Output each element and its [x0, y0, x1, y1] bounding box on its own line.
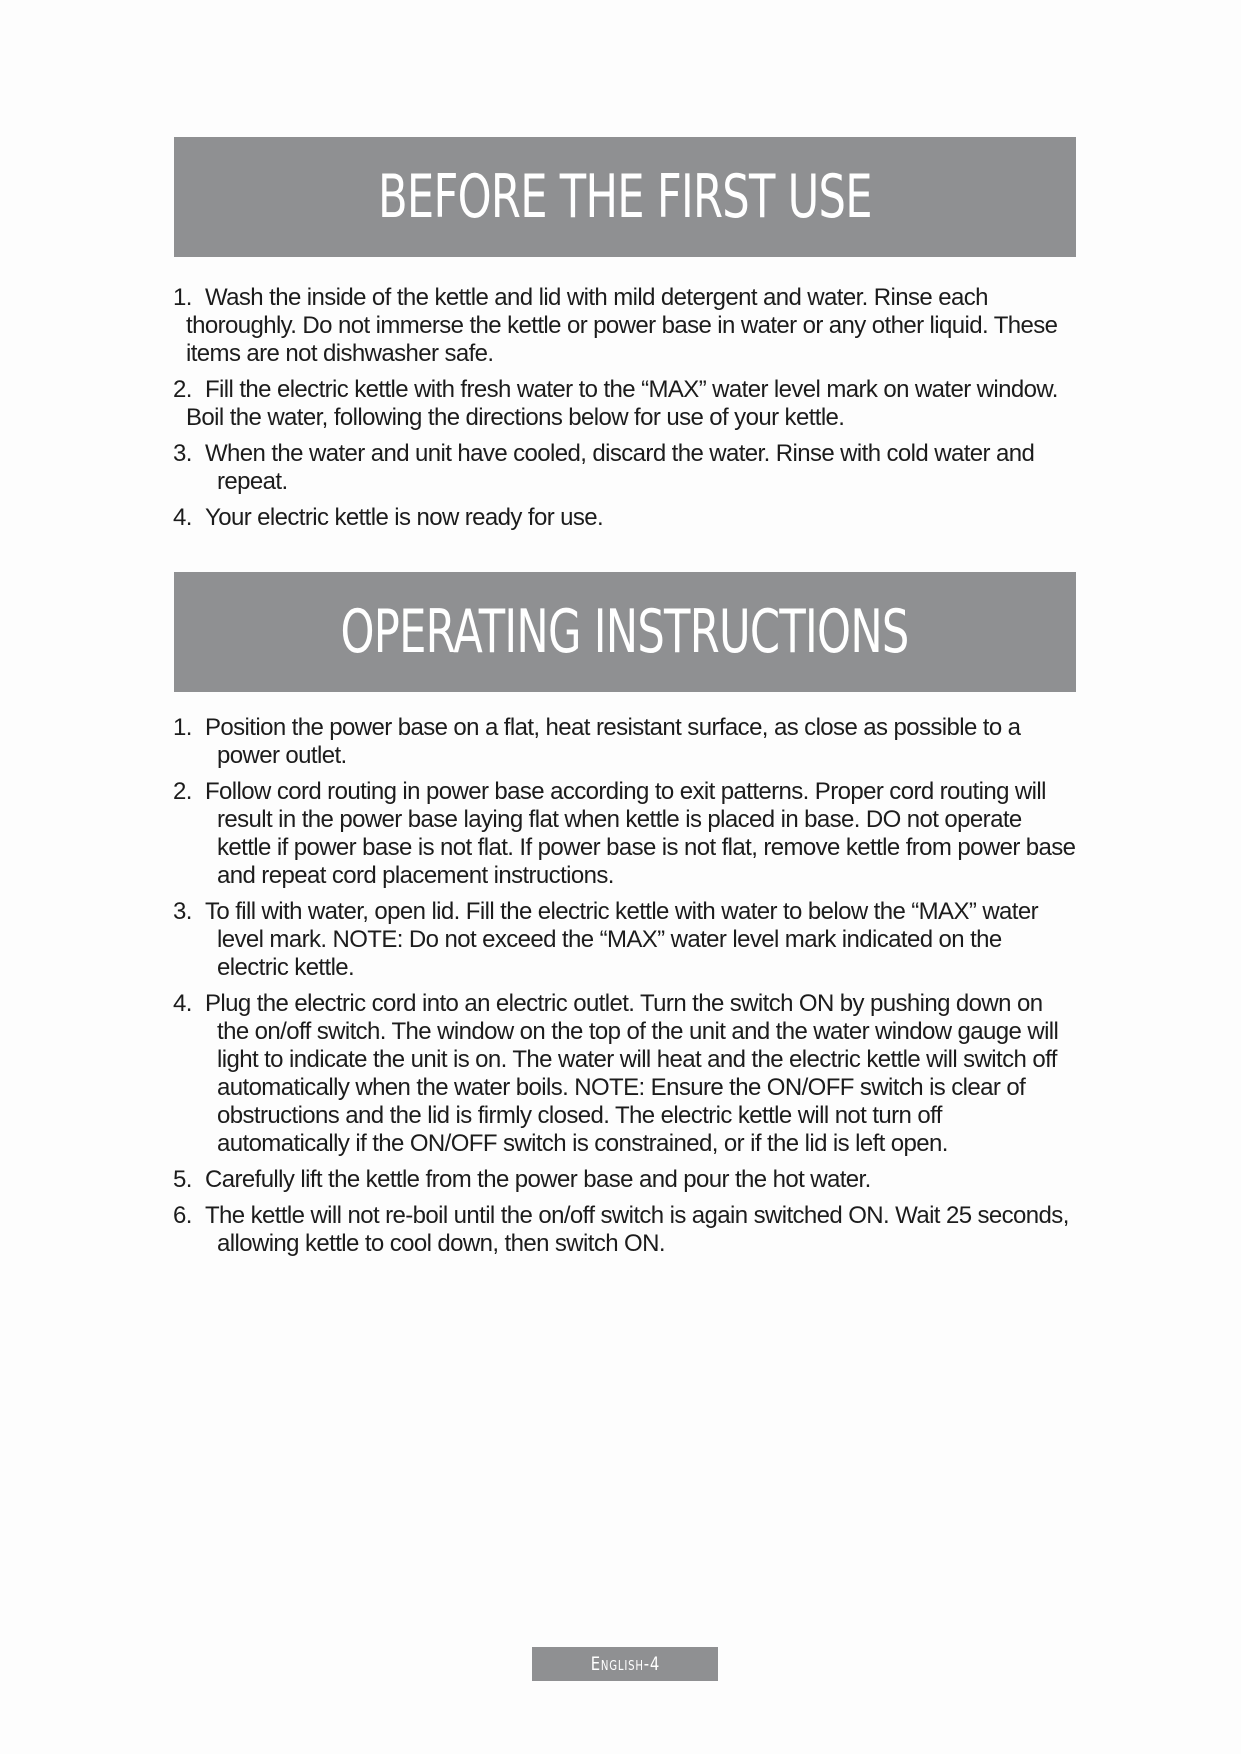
item-text: Fill the electric kettle with fresh water to the “MAX” water level mark on water window. Boil the water, following the directions below for use of your kettle.: [186, 376, 1058, 431]
item-number: 4.: [173, 504, 192, 531]
item-number: 6.: [173, 1202, 192, 1229]
item-number: 2.: [173, 778, 192, 805]
list-item: [173, 714, 1078, 770]
section-title: OPERATING INSTRUCTIONS: [340, 597, 910, 667]
before-first-use-list: [173, 284, 1078, 540]
list-item: [173, 778, 1078, 890]
item-text: Plug the electric cord into an electric outlet. Turn the switch ON by pushing down on the on/off switch. The window on the top of the unit and the water window gauge will light to indicate the unit is on. The water will heat and the electric kettle will switch off automatically when the water boils. NOTE: Ensure the ON/OFF switch is clear of obstructions and the lid is firmly closed. The electric kettle will not turn off automatically if the ON/OFF switch is constrained, or if the lid is left open.: [205, 990, 1059, 1157]
section-banner-operating-instructions: [174, 572, 1076, 692]
section-title: BEFORE THE FIRST USE: [378, 162, 872, 232]
list-item: [173, 376, 1078, 432]
item-text: Your electric kettle is now ready for use.: [205, 504, 604, 531]
item-number: 2.: [173, 376, 192, 403]
operating-instructions-list: [173, 714, 1078, 1266]
item-number: 3.: [173, 898, 192, 925]
page-number-badge: [532, 1647, 718, 1681]
list-item: [173, 504, 1078, 532]
page-number-label: English-4: [590, 1653, 660, 1675]
list-item: [173, 284, 1078, 368]
list-item: [173, 1202, 1078, 1258]
item-number: 3.: [173, 440, 192, 467]
item-text: To fill with water, open lid. Fill the electric kettle with water to below the “MAX” water level mark. NOTE: Do not exceed the “MAX” water level mark indicated on the electric kettle.: [205, 898, 1039, 981]
list-item: [173, 990, 1078, 1158]
item-text: The kettle will not re-boil until the on/off switch is again switched ON. Wait 25 seconds, allowing kettle to cool down, then switch ON.: [205, 1202, 1069, 1257]
list-item: [173, 440, 1078, 496]
item-text: When the water and unit have cooled, discard the water. Rinse with cold water and repeat.: [205, 440, 1035, 495]
list-item: [173, 898, 1078, 982]
item-text: Position the power base on a flat, heat resistant surface, as close as possible to a power outlet.: [205, 714, 1021, 769]
item-text: Wash the inside of the kettle and lid with mild detergent and water. Rinse each thoroughly. Do not immerse the kettle or power base in water or any other liquid. These items are not dishwasher safe.: [186, 284, 1058, 367]
list-item: [173, 1166, 1078, 1194]
item-text: Follow cord routing in power base according to exit patterns. Proper cord routing will result in the power base laying flat when kettle is placed in base. DO not operate kettle if power base is not flat. If power base is not flat, remove kettle from power base and repeat cord placement instructions.: [205, 778, 1076, 889]
item-text: Carefully lift the kettle from the power base and pour the hot water.: [205, 1166, 871, 1193]
item-number: 1.: [173, 714, 192, 741]
item-number: 1.: [173, 284, 192, 311]
section-banner-before-first-use: [174, 137, 1076, 257]
item-number: 4.: [173, 990, 192, 1017]
item-number: 5.: [173, 1166, 192, 1193]
